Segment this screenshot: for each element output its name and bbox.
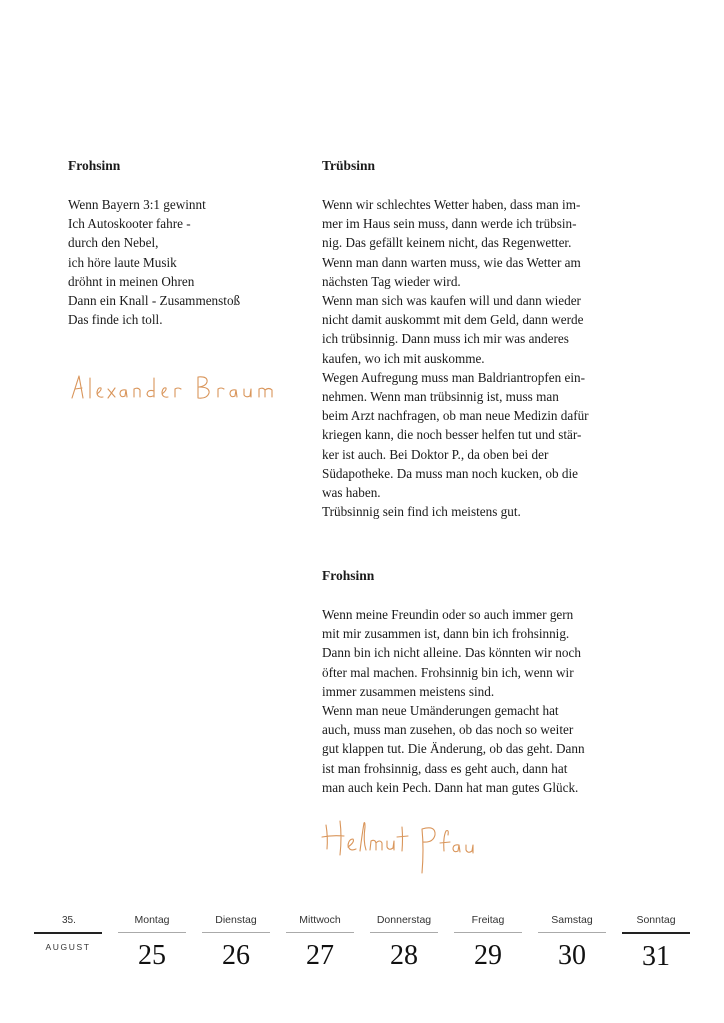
day-tuesday [202,912,270,973]
poem-line: ker ist auch. Bei Doktor P., da oben bei der [322,446,549,462]
poem-line: beim Arzt nachfragen, ob man neue Medizin dafür [322,408,589,424]
poem-line: Wenn Bayern 3:1 gewinnt [68,197,206,212]
poem-line: mer im Haus sein muss, dann werde ich trübsin- [322,216,577,232]
poem-title: Frohsinn [68,158,121,173]
day-name: Dienstag [215,914,257,926]
month-label: AUGUST [45,942,91,952]
poem-line: öfter mal machen. Frohsinnig bin ich, wenn wir [322,664,574,680]
poem-line: nehmen. Wenn man trübsinnig ist, muss man [322,389,559,405]
right-poem-trubsinn [322,156,622,521]
day-saturday [538,912,606,973]
poem-line: nächsten Tag wieder wird. [322,273,461,289]
poem-title: Trübsinn [322,158,376,173]
day-thursday [370,912,438,973]
day-rule [454,932,522,933]
poem-line: dröhnt in meinen Ohren [68,273,195,289]
day-rule [622,932,690,934]
poem-title: Frohsinn [322,568,375,583]
day-number: 30 [558,940,586,971]
week-rule [34,932,102,934]
day-name: Mittwoch [299,914,341,926]
poem-line: was haben. [322,485,381,501]
day-wednesday [286,912,354,973]
poem-line: Dann bin ich nicht alleine. Das könnten wir noch [322,645,581,661]
poem-line: Wenn man neue Umänderungen gemacht hat [322,703,559,719]
week-header [34,912,102,952]
day-number: 28 [390,940,418,971]
poem-line: ich höre laute Musik [68,254,177,270]
poem-line: Trübsinnig sein find ich meistens gut. [322,504,521,520]
day-number: 31 [642,941,670,972]
signature-helmut-pfau [318,815,488,885]
day-rule [202,932,270,933]
poem-line: nicht damit auskommt mit dem Geld, dann werde [322,312,584,328]
day-rule [118,932,186,933]
poem-line: immer zusammen meistens sind. [322,683,495,699]
day-rule [538,932,606,933]
poem-line: durch den Nebel, [68,235,159,251]
day-name: Donnerstag [376,914,432,926]
poem-lines [322,195,622,521]
poem-line: Südapotheke. Da muss man noch kucken, ob die [322,465,579,481]
poem-line: Wegen Aufregung muss man Baldriantropfen ein- [322,369,585,385]
week-number: 35. [62,915,76,926]
poem-line: Wenn wir schlechtes Wetter haben, dass man im- [322,197,581,212]
left-poem [68,156,298,329]
right-poem-frohsinn [322,566,622,797]
poem-line: mit mir zusammen ist, dann bin ich frohsinnig. [322,626,570,642]
week-calendar [0,912,724,992]
day-name: Freitag [471,914,505,926]
day-rule [286,932,354,933]
poem-line: Wenn meine Freundin oder so auch immer gern [322,607,574,622]
day-name: Samstag [551,914,593,926]
poem-line: Wenn man dann warten muss, wie das Wetter am [322,254,581,270]
day-name: Montag [134,914,170,926]
poem-line: auch, muss man zusehen, ob das noch so weiter [322,722,574,738]
poem-line: man auch kein Pech. Dann hat man gutes Glück. [322,779,579,795]
day-sunday [622,912,690,974]
poem-line: nig. Das gefällt keinem nicht, das Regenwetter. [322,235,572,251]
poem-lines [68,195,298,329]
poem-line: ist man frohsinnig, dass es geht auch, dann hat [322,760,568,776]
day-friday [454,912,522,973]
poem-line: Dann ein Knall - Zusammenstoß [68,293,241,309]
poem-line: gut klappen tut. Die Änderung, ob das geht. Dann [322,741,585,757]
poem-line: kriegen kann, die noch besser helfen tut und stär- [322,427,582,443]
poem-lines [322,605,622,797]
day-number: 25 [138,940,166,971]
poem-line: kaufen, wo ich mit auskomme. [322,350,485,366]
poem-line: ich trübsinnig. Dann muss ich mir was anderes [322,331,569,347]
day-number: 29 [474,940,502,971]
day-monday [118,912,186,973]
day-name: Sonntag [636,914,676,926]
day-rule [370,932,438,933]
day-number: 27 [306,940,334,971]
poem-line: Das finde ich toll. [68,312,163,328]
poem-line: Ich Autoskooter fahre - [68,216,191,232]
signature-alexander-braun [68,368,283,408]
day-number: 26 [222,940,250,971]
poem-line: Wenn man sich was kaufen will und dann wieder [322,293,581,309]
